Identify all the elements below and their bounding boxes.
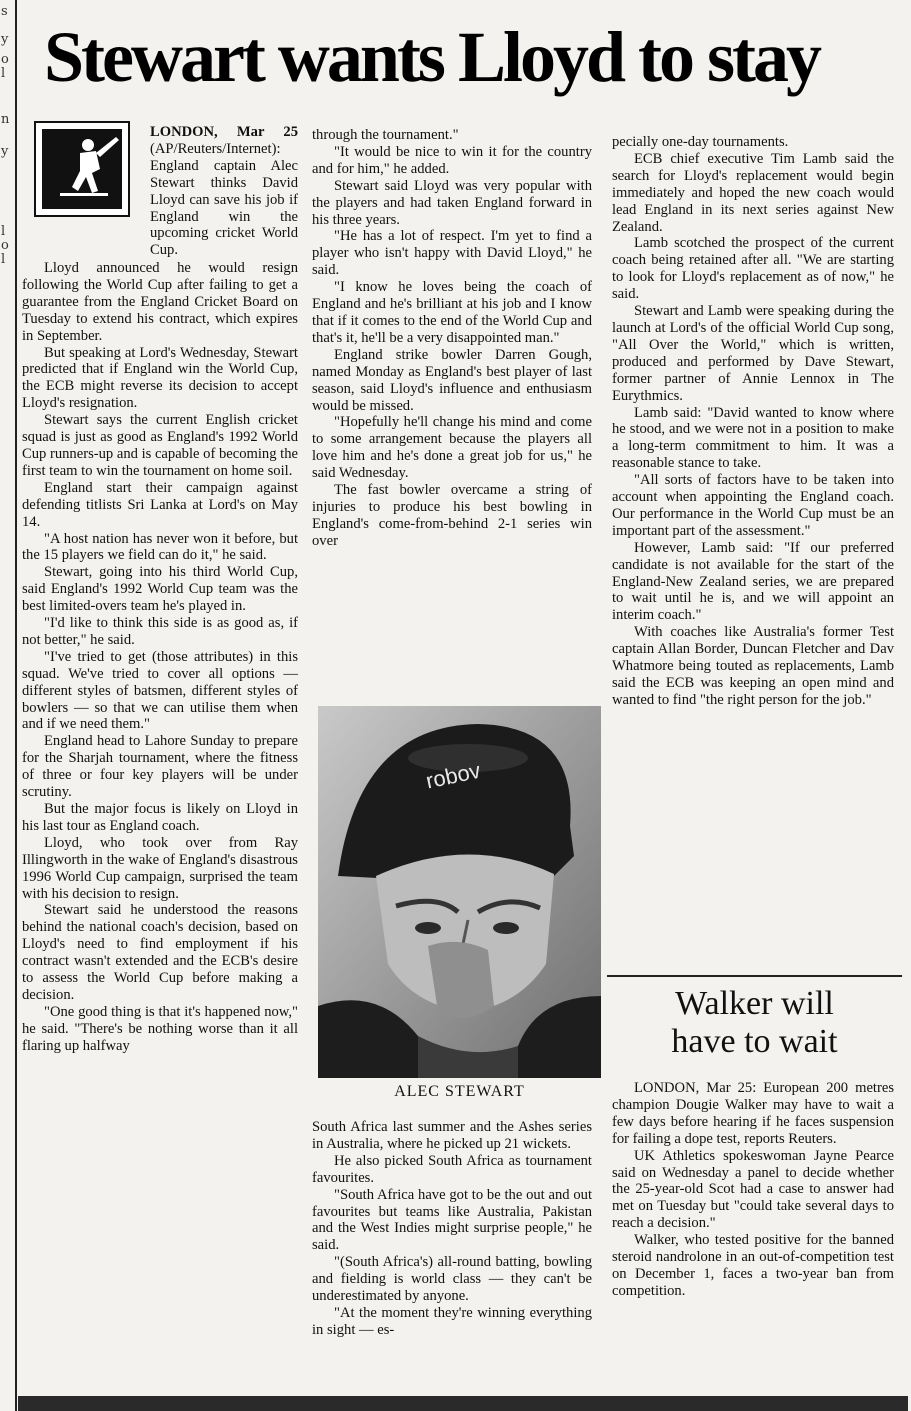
- article-column-3: [612, 134, 894, 709]
- edge-letter: l: [1, 66, 6, 81]
- article-column-1: [22, 260, 298, 1055]
- adjacent-page-fragment: [0, 0, 14, 1411]
- article-paragraph: "It would be nice to win it for the country and for him," he added.: [312, 143, 592, 177]
- article-paragraph: He also picked South Africa as tournament favourites.: [312, 1152, 592, 1186]
- edge-letter: s: [1, 4, 8, 19]
- sidebar-headline-line1: Walker will: [675, 985, 834, 1022]
- article-paragraph: Stewart and Lamb were speaking during the launch at Lord's of the official World Cup song, "All Over the World," which is written, produced and performed by Dave Stewart, former partner of Annie Lennox in The Eurythmics.: [612, 303, 894, 404]
- sidebar-paragraph: Walker, who tested positive for the banned steroid nandrolone in an out-of-competition test on December 1, faces a two-year ban from competition.: [612, 1232, 894, 1299]
- article-paragraph: Lloyd announced he would resign following the World Cup after failing to get a guarantee from the England Cricket Board on Tuesday to extend his contract, which expires in September.: [22, 260, 298, 344]
- headline: Stewart wants Lloyd to stay: [44, 17, 819, 97]
- article-paragraph: "I've tried to get (those attributes) in this squad. We've tried to cover all options — different styles of batsmen, different styles of bowlers — so that we can utilise them when and if we need them.": [22, 648, 298, 733]
- page-gutter-rule: [15, 0, 17, 1411]
- article-paragraph: (AP/Reuters/Internet): England captain Alec Stewart thinks David Lloyd can save his job if England win the upcoming cricket World Cup.: [150, 140, 298, 259]
- article-paragraph: "He has a lot of respect. I'm yet to find a player who isn't happy with David Lloyd," he said.: [312, 228, 592, 279]
- article-column-1-wrap: [150, 124, 298, 259]
- article-paragraph: pecially one-day tournaments.: [612, 134, 789, 150]
- article-paragraph: ECB chief executive Tim Lamb said the search for Lloyd's replacement would begin immediately and hoped the new coach would lead England in its next series against New Zealand.: [612, 150, 894, 235]
- article-paragraph: Stewart said he understood the reasons behind the national coach's decision, based on Lloyd's need to find employment if his contract wasn't extended and the ECB's desire to assess the World Cup before making a decision.: [22, 902, 298, 1003]
- article-paragraph: "(South Africa's) all-round batting, bowling and fielding is world class — they can't be underestimated by anyone.: [312, 1254, 592, 1305]
- article-paragraph: Stewart says the current English cricket squad is just as good as England's 1992 World Cup runners-up and is capable of becoming the first team to win the tournament on home soil.: [22, 412, 298, 479]
- edge-letter: l: [1, 252, 6, 267]
- article-paragraph: through the tournament.": [312, 127, 459, 143]
- article-paragraph: "A host nation has never won it before, but the 15 players we field can do it," he said.: [22, 530, 298, 564]
- sidebar-story: [612, 1080, 894, 1300]
- player-photo: [318, 706, 601, 1078]
- article-paragraph: "All sorts of factors have to be taken into account when appointing the England coach. Our performance in the World Cup must be an important part of the assessment.": [612, 472, 894, 539]
- sidebar-paragraph: LONDON, Mar 25: European 200 metres champion Dougie Walker may have to wait a few days before hearing if he faces suspension for failing a dope test, reports Reuters.: [612, 1080, 894, 1147]
- article-paragraph: Lamb said: "David wanted to know where he stood, and we were not in a position to make a long-term commitment to him. It was a reasonable stance to take.: [612, 404, 894, 472]
- article-paragraph: "Hopefully he'll change his mind and come to some arrangement because the players all love him and he's done a great job for us," he said Wednesday.: [312, 414, 592, 482]
- article-paragraph: "One good thing is that it's happened now," he said. "There's be nothing worse than it all flaring up halfway: [22, 1003, 298, 1054]
- article-paragraph: England head to Lahore Sunday to prepare for the Sharjah tournament, where the fitness of three or four key players will be under scrutiny.: [22, 733, 298, 801]
- edge-letter: n: [1, 112, 10, 127]
- article-paragraph: The fast bowler overcame a string of injuries to produce his best bowling in England's come-from-behind 2-1 series win over: [312, 482, 592, 549]
- sidebar-headline-line2: have to wait: [671, 1023, 838, 1060]
- photo-caption: ALEC STEWART: [394, 1083, 525, 1100]
- article-column-2-bottom: [312, 1119, 592, 1339]
- sidebar-headline-box: [607, 975, 902, 1068]
- article-paragraph: "I know he loves being the coach of England and he's brilliant at his job and I know that if it comes to the end of the World Cup and that's it, he'll be a very disappointed man.": [312, 279, 592, 346]
- article-paragraph: "At the moment they're winning everything in sight — es-: [312, 1304, 592, 1338]
- batsman-icon: [42, 129, 122, 209]
- article-paragraph: South Africa last summer and the Ashes series in Australia, where he picked up 21 wickets.: [312, 1119, 592, 1152]
- article-paragraph: Lamb scotched the prospect of the current coach being retained after all. "We are starting to look for Lloyd's replacement as of now," he said.: [612, 235, 894, 303]
- edge-letter: o: [1, 52, 9, 67]
- page-bottom-bar: [18, 1396, 908, 1411]
- edge-letter: l: [1, 224, 6, 239]
- article-paragraph: But the major focus is likely on Lloyd in his last tour as England coach.: [22, 801, 298, 834]
- dateline-paragraph: [150, 124, 298, 259]
- article-paragraph: But speaking at Lord's Wednesday, Stewart predicted that if England win the World Cup, the ECB might reverse its decision to accept Lloyd's resignation.: [22, 344, 298, 412]
- article-paragraph: Stewart, going into his third World Cup, said England's 1992 World Cup team was the best limited-overs team he's played in.: [22, 564, 298, 615]
- article-paragraph: Lloyd, who took over from Ray Illingworth in the wake of England's disastrous 1996 World Cup campaign, surprised the team with his decision to resign.: [22, 834, 298, 902]
- article-paragraph: However, Lamb said: "If our preferred candidate is not available for the start of the England-New Zealand series, we are prepared to wait until he is, and we will appoint an interim coach.": [612, 539, 894, 624]
- article-paragraph: "I'd like to think this side is as good as, if not better," he said.: [22, 615, 298, 648]
- article-paragraph: With coaches like Australia's former Test captain Allan Border, Duncan Fletcher and Dav Whatmore being touted as replacements, Lamb said the ECB was keeping an open mind and wanted to find "the right person for the job.": [612, 624, 894, 708]
- sidebar-paragraph: UK Athletics spokeswoman Jayne Pearce said on Wednesday a panel to decide whether the 25-year-old Scot had a case to answer had met on Tuesday but "could take several days to reach a decision.": [612, 1147, 894, 1232]
- article-paragraph: "South Africa have got to be the out and out favourites but teams like Australia, Pakistan and the West Indies might surprise people," he said.: [312, 1186, 592, 1254]
- edge-letter: o: [1, 238, 9, 253]
- edge-letter: y: [1, 144, 9, 159]
- article-paragraph: England start their campaign against defending titlists Sri Lanka at Lord's on May 14.: [22, 479, 298, 530]
- article-column-2-top: [312, 127, 592, 550]
- article-paragraph: England strike bowler Darren Gough, named Monday as England's best player of last season, said Lloyd's influence and enthusiasm would be missed.: [312, 346, 592, 414]
- cap-logo-text: robov: [423, 757, 483, 794]
- dateline: LONDON, Mar 25: [150, 124, 298, 140]
- article-paragraph: Stewart said Lloyd was very popular with the players and had taken England forward in his three years.: [312, 177, 592, 228]
- edge-letter: y: [1, 32, 9, 47]
- cricket-logo: [34, 121, 130, 217]
